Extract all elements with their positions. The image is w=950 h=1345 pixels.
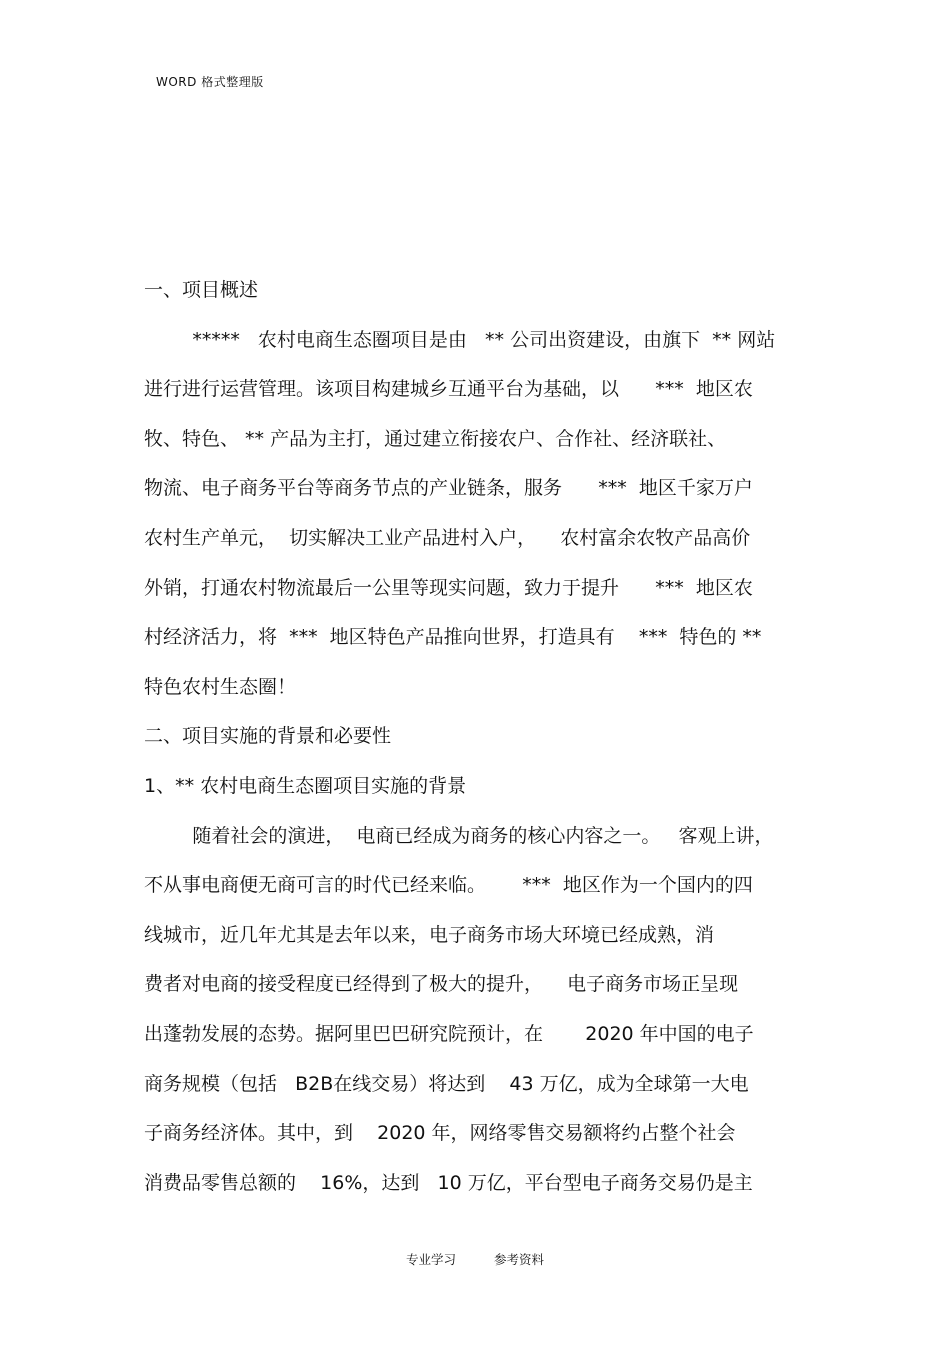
paragraph-line: 商务规模（包括 B2B在线交易）将达到 43 万亿，成为全球第一大电 — [144, 1072, 749, 1095]
paragraph-line: 消费品零售总额的 16%，达到 10 万亿，平台型电子商务交易仍是主 — [144, 1171, 753, 1194]
subsection-heading: 1、** 农村电商生态圈项目实施的背景 — [144, 774, 467, 797]
page-header: WORD 格式整理版 — [156, 75, 264, 89]
paragraph-line: ***** 农村电商生态圈项目是由 ** 公司出资建设，由旗下 ** 网站 — [144, 328, 776, 351]
paragraph-line: 线城市，近几年尤其是去年以来，电子商务市场大环境已经成熟，消 — [144, 923, 715, 946]
paragraph-line: 随着社会的演进， 电商已经成为商务的核心内容之一。 客观上讲， — [144, 824, 774, 847]
paragraph-line: 牧、特色、 ** 产品为主打，通过建立衔接农户、合作社、经济联社、 — [144, 427, 727, 450]
section-heading-overview: 一、项目概述 — [144, 279, 259, 301]
paragraph-line: 出蓬勃发展的态势。据阿里巴巴研究院预计，在 2020 年中国的电子 — [144, 1022, 754, 1045]
paragraph-line: 物流、电子商务平台等商务节点的产业链条，服务 *** 地区千家万户 — [144, 477, 753, 500]
paragraph-line: 不从事电商便无商可言的时代已经来临。 *** 地区作为一个国内的四 — [144, 874, 753, 897]
paragraph-line: 子商务经济体。其中，到 2020 年，网络零售交易额将约占整个社会 — [144, 1122, 736, 1145]
paragraph-line: 进行进行运营管理。该项目构建城乡互通平台为基础，以 *** 地区农 — [144, 378, 753, 401]
paragraph-line: 费者对电商的接受程度已经得到了极大的提升， 电子商务市场正呈现 — [144, 973, 739, 996]
paragraph-line: 农村生产单元， 切实解决工业产品进村入户， 农村富余农牧产品高价 — [144, 526, 751, 549]
document-body — [144, 266, 809, 1208]
section-heading-background: 二、项目实施的背景和必要性 — [144, 725, 392, 748]
paragraph-line: 外销，打通农村物流最后一公里等现实问题，致力于提升 *** 地区农 — [144, 576, 753, 599]
paragraph-line: 村经济活力，将 *** 地区特色产品推向世界，打造具有 *** 特色的 ** — [144, 626, 762, 649]
paragraph-line: 特色农村生态圈！ — [144, 675, 297, 698]
page-footer — [0, 1250, 950, 1268]
footer-left-text: 专业学习 — [406, 1252, 457, 1267]
footer-right-text: 参考资料 — [493, 1252, 544, 1267]
